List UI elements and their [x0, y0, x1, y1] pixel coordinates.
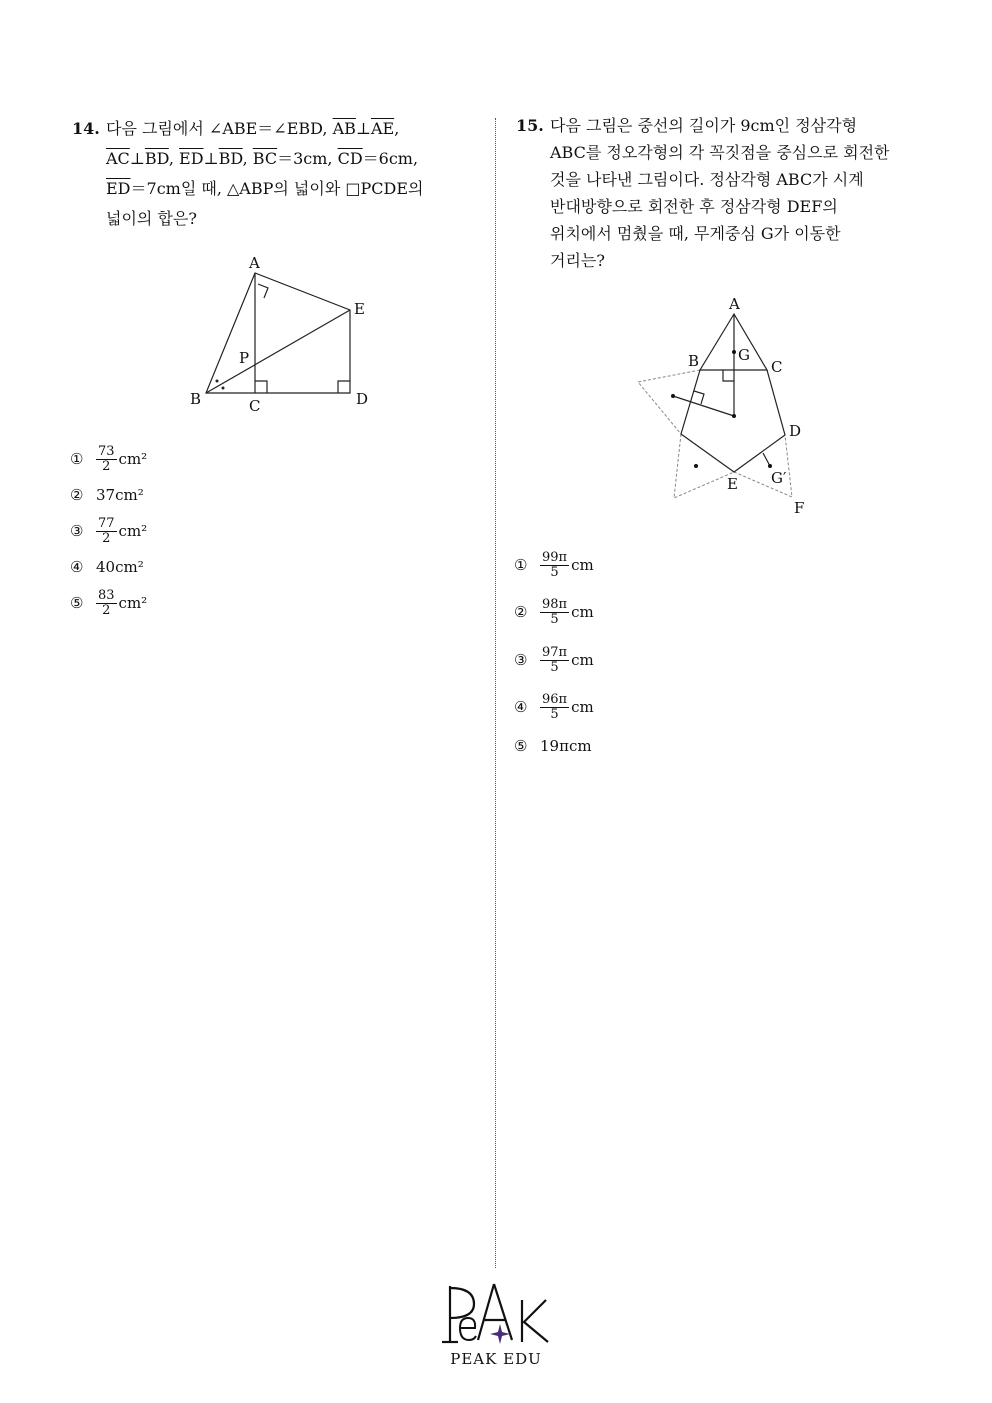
q15-line3: 것을 나타낸 그림이다. 정삼각형 ABC가 시계 [550, 170, 864, 189]
point [732, 414, 736, 418]
unit: cm [571, 603, 594, 621]
q14-line3-text: ＝7cm일 때, △ABP의 넓이와 □PCDE의 [130, 179, 424, 198]
label-a: A [729, 295, 740, 313]
fraction [540, 646, 569, 675]
denominator: 5 [550, 659, 559, 675]
q14-line2-sep: ＝6cm, [362, 149, 419, 168]
segment-cd: $\overline{CD}$ [337, 149, 363, 168]
numerator: 99π [542, 549, 568, 565]
label-c: C [771, 358, 783, 376]
choice-2[interactable] [514, 588, 594, 636]
choice-number: ③ [514, 651, 528, 669]
comma: , [394, 119, 400, 138]
q14-figure [180, 250, 380, 420]
fraction [540, 551, 569, 580]
unit: cm [571, 556, 594, 574]
q15-line5: 위치에서 멈췄을 때, 무게중심 G가 이동한 [550, 224, 841, 243]
fraction [96, 445, 117, 474]
q14-line2-sep: ⊥ [203, 149, 219, 168]
denominator: 2 [102, 458, 111, 474]
numerator: 77 [98, 515, 115, 531]
q15-choices [514, 542, 594, 762]
label-a: A [249, 254, 260, 272]
rotation-radius-line [673, 396, 734, 416]
choice-number: ④ [514, 698, 528, 716]
unit: cm² [118, 522, 148, 540]
choice-number: ④ [70, 558, 84, 576]
fraction [96, 589, 117, 618]
right-angle-mark-d [338, 381, 350, 393]
q14-line3 [72, 174, 482, 204]
question-14 [72, 114, 482, 234]
unit: cm [571, 651, 594, 669]
choice-text: 37cm² [96, 486, 144, 504]
numerator: 73 [98, 443, 115, 459]
choice-text: 19πcm [540, 737, 592, 755]
unit: cm² [118, 450, 148, 468]
right-angle-mark-a [258, 284, 268, 298]
numerator: 97π [542, 644, 568, 660]
perp-symbol: ⊥ [355, 119, 371, 138]
point [671, 394, 675, 398]
label-d: D [789, 422, 802, 440]
choice-number: ① [514, 556, 528, 574]
label-e: E [354, 300, 365, 318]
choice-number: ③ [70, 522, 84, 540]
label-c: C [249, 397, 261, 415]
segment-ae: $\overline{AE}$ [370, 119, 395, 138]
segment-ed: $\overline{ED}$ [179, 149, 204, 168]
q14-choices [70, 440, 147, 622]
question-number: 15. [516, 116, 544, 135]
segment-ab: $\overline{AB}$ [332, 119, 356, 138]
q14-line2-sep: ⊥ [129, 149, 145, 168]
q15-line4: 반대방향으로 회전한 후 정삼각형 DEF의 [550, 197, 838, 216]
segment-ac: $\overline{AC}$ [106, 149, 130, 168]
label-p: P [239, 349, 250, 367]
denominator: 5 [550, 706, 559, 722]
label-d: D [356, 390, 369, 408]
angle-dot [216, 380, 219, 383]
choice-number: ① [70, 450, 84, 468]
choice-1[interactable] [514, 542, 594, 588]
denominator: 2 [102, 530, 111, 546]
fraction [540, 693, 569, 722]
point [694, 464, 698, 468]
choice-number: ⑤ [70, 594, 84, 612]
unit: cm [571, 698, 594, 716]
q14-line4: 넓이의 합은? [106, 209, 197, 228]
q15-line6: 거리는? [550, 251, 605, 270]
choice-4[interactable] [70, 550, 147, 584]
choice-text: 40cm² [96, 558, 144, 576]
choice-2[interactable] [70, 478, 147, 512]
choice-number: ② [70, 486, 84, 504]
label-g: G [738, 346, 750, 364]
column-divider [495, 118, 496, 1268]
segment-bd: $\overline{BD}$ [144, 149, 169, 168]
label-e: E [727, 475, 738, 493]
q14-line2-sep: ＝3cm, [277, 149, 338, 168]
centroid-g-prime-point [768, 464, 772, 468]
question-15 [516, 112, 936, 274]
denominator: 2 [102, 602, 111, 618]
segment-bc: $\overline{BC}$ [252, 149, 278, 168]
angle-dot [222, 387, 225, 390]
q14-quadrilateral [206, 273, 350, 393]
fraction [540, 598, 569, 627]
right-angle-mark [723, 370, 734, 381]
choice-1[interactable] [70, 440, 147, 478]
choice-4[interactable] [514, 684, 594, 730]
segment-bd: $\overline{BD}$ [218, 149, 243, 168]
q14-line2-sep: , [242, 149, 253, 168]
q15-line1: 다음 그림은 중선의 길이가 9cm인 정삼각형 [550, 116, 858, 135]
denominator: 5 [550, 564, 559, 580]
right-angle-mark [694, 391, 704, 404]
segment-ed: $\overline{ED}$ [106, 179, 131, 198]
right-angle-mark-c [255, 381, 267, 393]
choice-3[interactable] [514, 636, 594, 684]
q15-figure [630, 290, 820, 520]
centroid-g-point [732, 350, 736, 354]
segment-be-line [206, 310, 350, 393]
pentagon [681, 370, 785, 472]
choice-3[interactable] [70, 512, 147, 550]
numerator: 83 [98, 587, 115, 603]
label-f: F [794, 499, 805, 517]
q14-line1-text: 다음 그림에서 ∠ABE＝∠EBD, [106, 119, 333, 138]
choice-number: ⑤ [514, 737, 528, 755]
choice-number: ② [514, 603, 528, 621]
unit: cm² [118, 594, 148, 612]
choice-5[interactable] [70, 584, 147, 622]
numerator: 98π [542, 596, 568, 612]
label-g-prime: G′ [771, 469, 787, 487]
q14-line2-sep: , [168, 149, 180, 168]
question-number: 14. [72, 119, 100, 138]
label-b: B [688, 352, 700, 370]
denominator: 5 [550, 611, 559, 627]
g-prime-line [763, 453, 770, 466]
q14-line2 [72, 144, 482, 174]
logo-text: PEAK EDU [450, 1350, 542, 1368]
choice-5[interactable] [514, 730, 594, 762]
numerator: 96π [542, 691, 568, 707]
fraction [96, 517, 117, 546]
label-b: B [190, 390, 202, 408]
q15-line2: ABC를 정오각형의 각 꼭짓점을 중심으로 회전한 [550, 143, 890, 162]
